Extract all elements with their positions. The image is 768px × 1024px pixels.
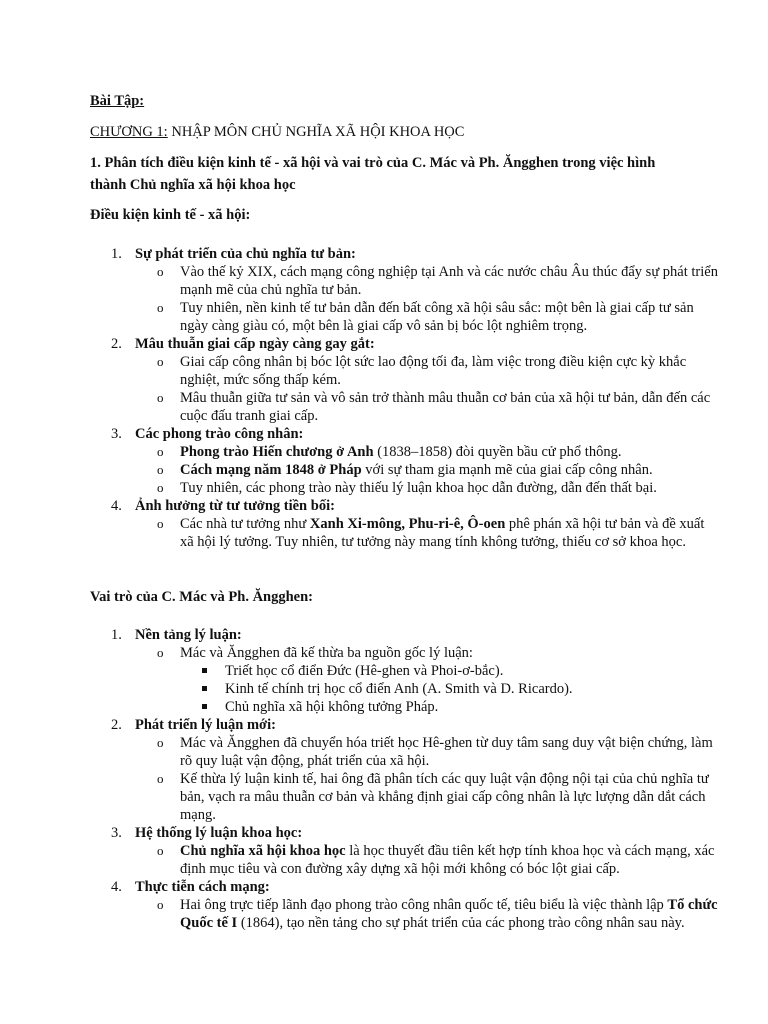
bullet-rest: phê phán xã hội tư bản và đề xuất xã hội lý tưởng. Tuy nhiên, tư tưởng này mang tính không tưởng, thiếu cơ sở khoa học. [180, 516, 705, 550]
bullet-circle-icon: o [157, 771, 164, 786]
chapter-label: CHƯƠNG 1: [90, 124, 168, 140]
doc-title: Bài Tập: [90, 93, 145, 109]
bullet-circle-icon: o [157, 354, 164, 369]
chapter-name: NHẬP MÔN CHỦ NGHĨA XÃ HỘI KHOA HỌC [167, 124, 465, 140]
bullet-text: Mác và Ăngghen đã kế thừa ba nguồn gốc lý luận: [180, 645, 473, 661]
question-line-2: thành Chủ nghĩa xã hội khoa học [90, 177, 296, 193]
list-number: 4. [111, 879, 122, 895]
bullet-text: Tuy nhiên, các phong trào này thiếu lý luận khoa học dẫn đường, dẫn đến thất bại. [180, 480, 657, 496]
bullet-rest: (1864), tạo nền tảng cho sự phát triển của các phong trào công nhân sau này. [237, 915, 685, 931]
list-number: 1. [111, 246, 122, 262]
list-item-title: Thực tiễn cách mạng: [135, 879, 270, 895]
bullet-circle-icon: o [157, 390, 164, 405]
bullet-rest: với sự tham gia mạnh mẽ của giai cấp công nhân. [361, 462, 653, 478]
bullet-text [180, 515, 720, 551]
bullet-text [180, 842, 720, 878]
bullet-circle-icon: o [157, 480, 164, 495]
list-item-title: Ảnh hưởng từ tư tưởng tiền bối: [135, 498, 335, 514]
list-item-title: Sự phát triển của chủ nghĩa tư bản: [135, 246, 356, 262]
sub-bullet-text: Kinh tế chính trị học cổ điển Anh (A. Smith và D. Ricardo). [225, 681, 573, 697]
chapter-heading [90, 123, 464, 141]
bullet-text: Vào thế kỷ XIX, cách mạng công nghiệp tại Anh và các nước châu Âu thúc đẩy sự phát triển mạnh mẽ của chủ nghĩa tư bản. [180, 264, 718, 298]
square-bullet-icon [202, 668, 207, 673]
bullet-rest: (1838–1858) đòi quyền bầu cử phổ thông. [373, 444, 622, 460]
square-bullet-icon [202, 704, 207, 709]
bullet-pre: Các nhà tư tưởng như [180, 516, 310, 532]
bullet-bold: Cách mạng năm 1848 ở Pháp [180, 462, 362, 478]
bullet-text [180, 896, 720, 932]
list-item-title: Nền tảng lý luận: [135, 627, 242, 643]
bullet-circle-icon: o [157, 645, 164, 660]
section-heading-conditions: Điều kiện kinh tế - xã hội: [90, 207, 251, 223]
bullet-rest: là học thuyết đầu tiên kết hợp tính khoa học và cách mạng, xác định mục tiêu và con đường xây dựng xã hội mới không có bóc lột giai cấp. [180, 843, 715, 877]
list-item-title: Mâu thuẫn giai cấp ngày càng gay gắt: [135, 336, 375, 352]
bullet-bold: Xanh Xi-mông, Phu-ri-ê, Ô-oen [309, 516, 506, 532]
bullet-text: Kế thừa lý luận kinh tế, hai ông đã phân tích các quy luật vận động nội tại của chủ nghĩa tư bản, vạch ra mâu thuẫn cơ bản và khẳng định giai cấp công nhân là lực lượng dẫn dắt cách mạng. [180, 771, 709, 823]
bullet-pre: Hai ông trực tiếp lãnh đạo phong trào công nhân quốc tế, tiêu biểu là việc thành lập [180, 897, 668, 913]
bullet-circle-icon: o [157, 843, 164, 858]
list-item-title: Các phong trào công nhân: [135, 426, 304, 442]
bullet-text [180, 461, 720, 479]
list-number: 1. [111, 627, 122, 643]
bullet-circle-icon: o [157, 897, 164, 912]
bullet-text: Giai cấp công nhân bị bóc lột sức lao động tối đa, làm việc trong điều kiện cực kỳ khắc nghiệt, mức sống thấp kém. [180, 354, 687, 388]
bullet-circle-icon: o [157, 462, 164, 477]
bullet-circle-icon: o [157, 300, 164, 315]
list-number: 3. [111, 825, 122, 841]
list-number: 2. [111, 336, 122, 352]
bullet-bold: Chủ nghĩa xã hội khoa học [180, 843, 346, 859]
section-heading-role: Vai trò của C. Mác và Ph. Ăngghen: [90, 589, 314, 605]
bullet-circle-icon: o [157, 444, 164, 459]
bullet-bold: Phong trào Hiến chương ở Anh [180, 444, 374, 460]
sub-bullet-text: Chủ nghĩa xã hội không tưởng Pháp. [225, 699, 439, 715]
list-number: 3. [111, 426, 122, 442]
list-item-title: Phát triển lý luận mới: [135, 717, 276, 733]
sub-bullet-text: Triết học cổ điển Đức (Hê-ghen và Phoi-ơ-bắc). [225, 663, 504, 679]
list-number: 4. [111, 498, 122, 514]
bullet-circle-icon: o [157, 735, 164, 750]
bullet-circle-icon: o [157, 264, 164, 279]
bullet-text [180, 443, 720, 461]
square-bullet-icon [202, 686, 207, 691]
bullet-text: Mâu thuẫn giữa tư sản và vô sản trở thành mâu thuẫn cơ bản của xã hội tư bản, dẫn đến các cuộc đấu tranh giai cấp. [180, 390, 711, 424]
bullet-text: Tuy nhiên, nền kinh tế tư bản dẫn đến bất công xã hội sâu sắc: một bên là giai cấp tư sản ngày càng giàu có, một bên là giai cấp vô sản bị bóc lột nghiêm trọng. [180, 300, 694, 334]
list-number: 2. [111, 717, 122, 733]
bullet-circle-icon: o [157, 516, 164, 531]
bullet-text: Mác và Ăngghen đã chuyển hóa triết học Hê-ghen từ duy tâm sang duy vật biện chứng, làm rõ quy luật vận động, phát triển của xã hội. [180, 735, 713, 769]
question-line-1: 1. Phân tích điều kiện kinh tế - xã hội và vai trò của C. Mác và Ph. Ăngghen trong việc hình [90, 155, 656, 171]
list-item-title: Hệ thống lý luận khoa học: [135, 825, 303, 841]
bullet-bold: Tổ chức Quốc tế I [180, 897, 718, 931]
